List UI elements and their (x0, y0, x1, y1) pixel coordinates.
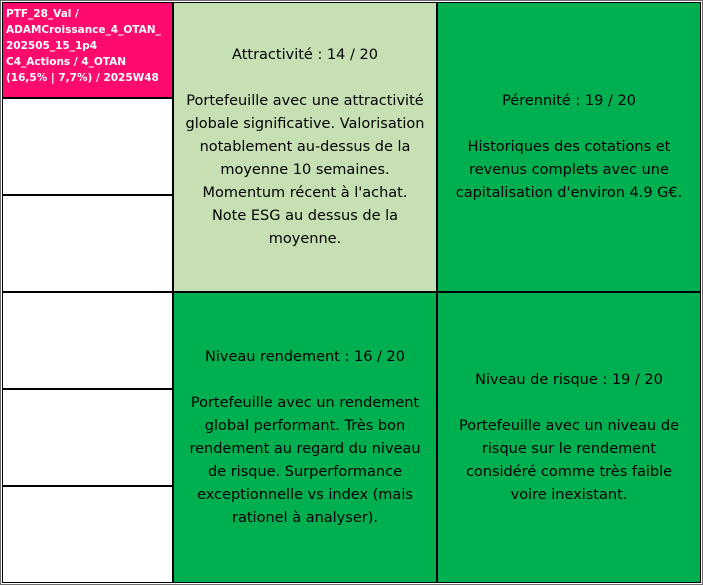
attractivite-score-title: Attractivité : 14 / 20 (232, 46, 378, 63)
portfolio-tag-line: PTF_28_Val / (6, 8, 79, 20)
portfolio-tag-line: 202505_15_1p4 (6, 40, 98, 52)
risque-score-text: Portefeuille avec un niveau de risque sur le rendement considéré comme très faible voire inexistant. (459, 417, 679, 503)
empty-cell (2, 486, 173, 583)
perennite-score-title: Pérennité : 19 / 20 (502, 92, 636, 109)
portfolio-tag-line: (16,5% | 7,7%) / 2025W48 (6, 72, 159, 84)
empty-cell (2, 195, 173, 292)
risque-score-box (437, 292, 701, 583)
attractivite-score-box (173, 2, 437, 292)
portfolio-tag-line: C4_Actions / 4_OTAN (6, 56, 127, 68)
empty-cell (2, 98, 173, 195)
empty-cell (2, 292, 173, 389)
empty-cell (2, 389, 173, 486)
rendement-score-box (173, 292, 437, 583)
perennite-score-box (437, 2, 701, 292)
rendement-score-title: Niveau rendement : 16 / 20 (205, 348, 405, 365)
perennite-score-text: Historiques des cotations et revenus complets avec une capitalisation d'environ 4.9 G€. (455, 138, 683, 201)
portfolio-tag-line: ADAMCroissance_4_OTAN_ (6, 24, 161, 36)
risque-score-title: Niveau de risque : 19 / 20 (475, 371, 663, 388)
portfolio-tag (2, 2, 173, 98)
rendement-score-text: Portefeuille avec un rendement global performant. Très bon rendement au regard du niveau de risque. Surperformance exceptionnelle vs index (mais rationel à analyser). (189, 394, 421, 526)
attractivite-score-text: Portefeuille avec une attractivité globale significative. Valorisation notablement au-dessus de la moyenne 10 semaines. Momentum récent à l'achat. Note ESG au dessus de la moyenne. (185, 92, 425, 247)
